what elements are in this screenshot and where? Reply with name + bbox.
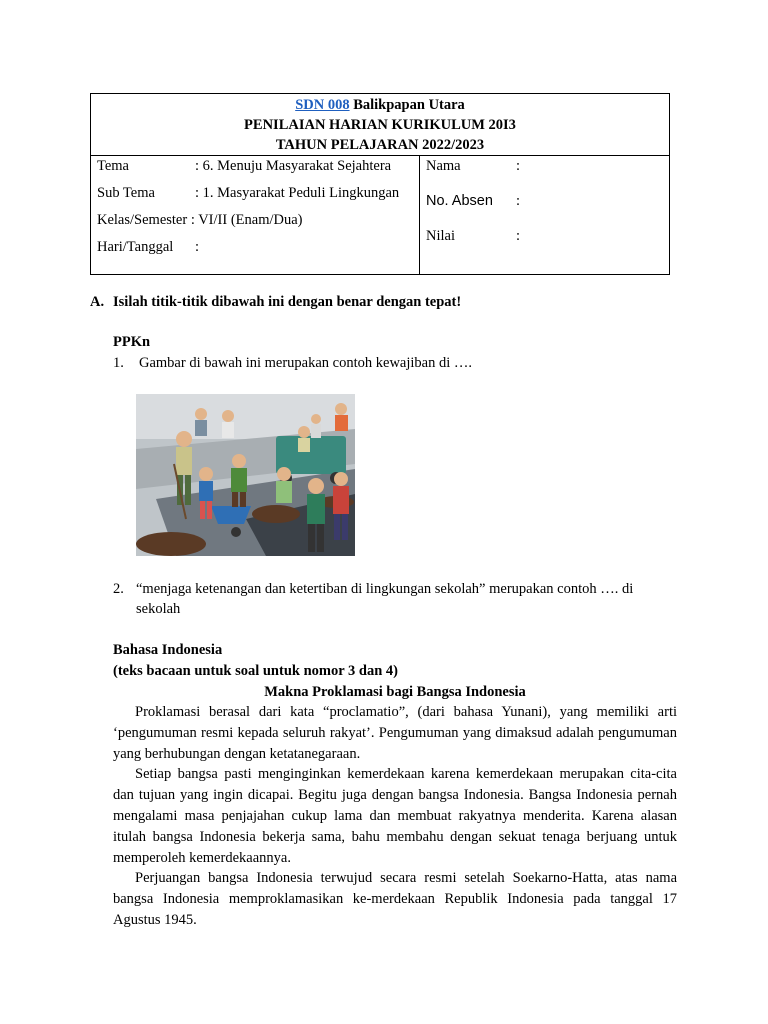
section-a-instruction: Isilah titik-titik dibawah ini dengan benar dengan tepat! — [113, 294, 462, 310]
kelas-text: Kelas/Semester : VI/II (Enam/Dua) — [97, 212, 303, 228]
absen-label: No. Absen — [426, 193, 493, 209]
school-year: TAHUN PELAJARAN 2022/2023 — [275, 137, 485, 153]
section-a-letter: A. — [90, 294, 105, 310]
community-cleanup-illustration — [136, 394, 355, 556]
question-1 — [113, 353, 677, 373]
subtema-row — [97, 184, 413, 211]
reading-paragraph-2: Setiap bangsa pasti menginginkan kemerdekaan karena kemerdekaan merupakan cita-cita dan tujuan yang ingin dicapai. Begitu juga dengan bangsa Indonesia. Bangsa Indonesia pernah mengalami masa penjajahan cukup lama dan membuat rakyatnya menderita. Karena alasan itulah bangsa Indonesia bekerja sama, bahu membahu dengan sekuat tenaga berjuang untuk memperoleh kemerdekaannya. — [113, 766, 677, 866]
hari-label: Hari/Tanggal — [97, 239, 174, 255]
question-2-text: “menjaga ketenangan dan ketertiban di lingkungan sekolah” merupakan contoh …. di sekolah — [136, 581, 634, 617]
hari-value: : — [195, 239, 200, 255]
school-line — [91, 95, 669, 115]
school-link[interactable]: SDN 008 — [295, 97, 350, 113]
info-left — [91, 156, 420, 275]
header-info — [91, 156, 669, 275]
reading-paragraph-3: Perjuangan bangsa Indonesia terwujud secara resmi setelah Soekarno-Hatta, atas nama bangsa Indonesia memproklamasikan ke-merdekaan Republik Indonesia pada tanggal 17 Agustus 1945. — [113, 870, 677, 928]
bahasa-heading: Bahasa Indonesia — [113, 642, 223, 658]
reading-title: Makna Proklamasi bagi Bangsa Indonesia — [264, 684, 526, 700]
question-1-number: 1. — [113, 355, 124, 371]
tema-value: : 6. Menuju Masyarakat Sejahtera — [195, 158, 392, 174]
reading-paragraph-1: Proklamasi berasal dari kata “proclamatio”, (dari bahasa Yunani), yang memiliki arti ‘pengumuman resmi kepada seluruh rakyat’. Pengumuman yang dimaksud adalah pengumuman yang berhubungan dengan ketatanegaraan. — [113, 704, 677, 762]
nama-value: : — [516, 158, 521, 174]
exam-title: PENILAIAN HARIAN KURIKULUM 20I3 — [244, 117, 516, 133]
info-right — [420, 156, 669, 275]
tema-label: Tema — [97, 158, 129, 174]
hari-row — [97, 238, 413, 265]
subtema-label: Sub Tema — [97, 185, 155, 201]
absen-value: : — [516, 193, 521, 209]
absen-row — [426, 191, 663, 227]
question-2 — [113, 579, 677, 619]
nilai-label: Nilai — [426, 228, 455, 244]
nama-row — [426, 157, 663, 191]
kelas-row — [97, 211, 413, 238]
header-table — [90, 93, 670, 275]
nilai-value: : — [516, 228, 521, 244]
ppkn-heading: PPKn — [113, 334, 151, 350]
bahasa-subheading: (teks bacaan untuk soal untuk nomor 3 dan 4) — [113, 663, 398, 679]
nilai-row — [426, 227, 663, 245]
reading-text — [113, 702, 677, 931]
subtema-value: : 1. Masyarakat Peduli Lingkungan — [195, 185, 400, 201]
question-1-text: Gambar di bawah ini merupakan contoh kewajiban di …. — [139, 355, 472, 371]
question-2-number: 2. — [113, 581, 124, 597]
school-name-rest: Balikpapan Utara — [349, 97, 465, 113]
tema-row — [97, 157, 413, 184]
header-title-block — [91, 94, 669, 156]
nama-label: Nama — [426, 158, 461, 174]
section-a — [90, 292, 461, 312]
